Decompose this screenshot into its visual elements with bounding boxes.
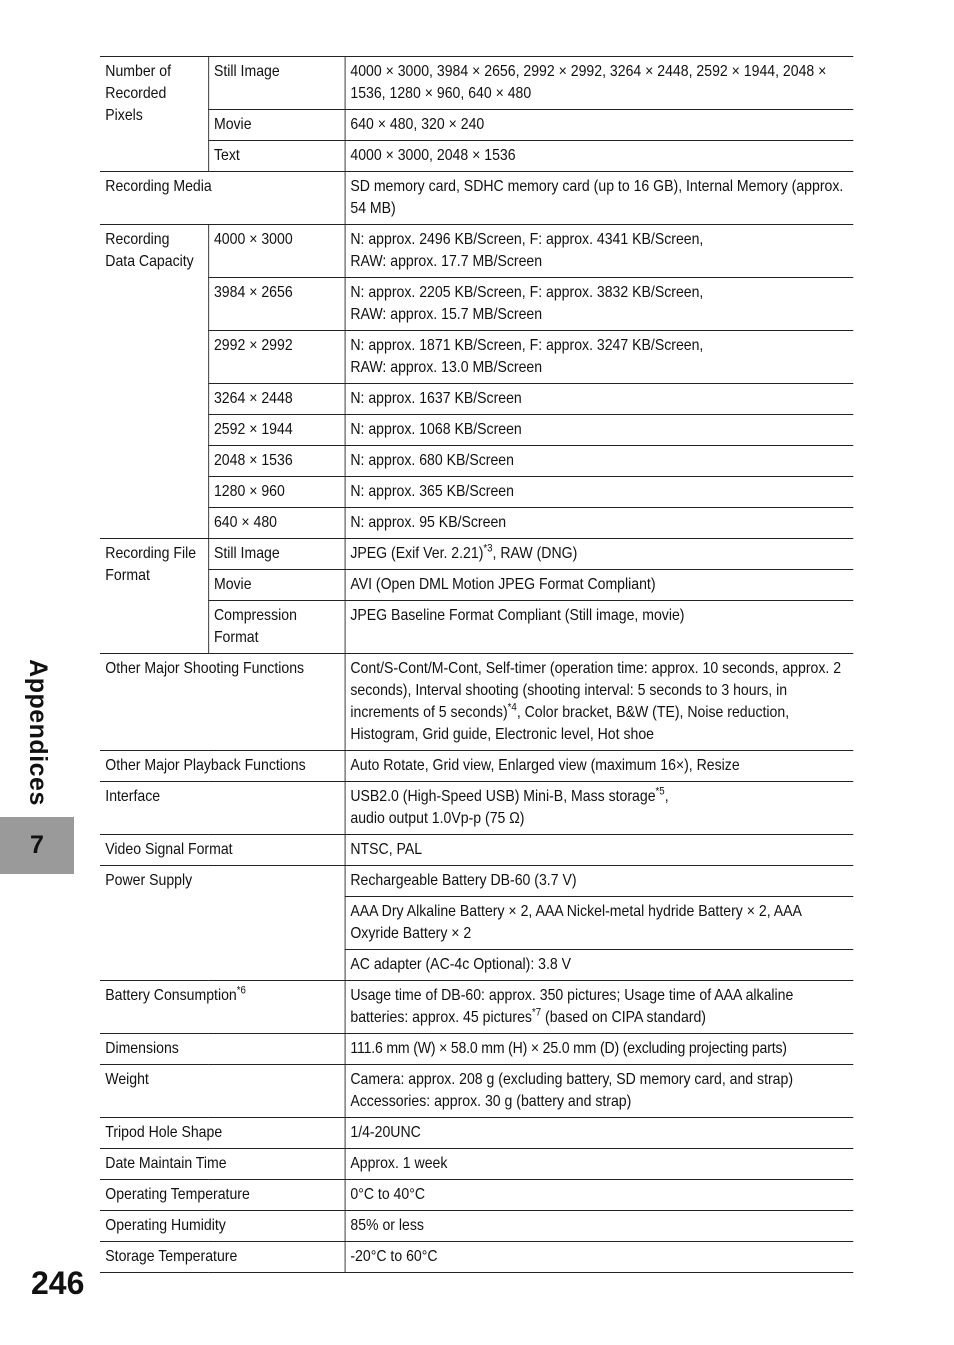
spec-value: -20°C to 60°C (345, 1242, 854, 1273)
spec-sublabel: Movie (208, 570, 344, 601)
table-row (100, 1180, 853, 1211)
value-line: Camera: approx. 208 g (excluding battery, SD memory card, and strap) (350, 1071, 794, 1088)
value-text: , Color bracket, B&W (TE), Noise reduction, Histogram, Grid guide, Electronic level, Hot shoe (350, 704, 790, 743)
spec-value (345, 981, 854, 1034)
value-text: Usage time of DB-60: approx. 350 pictures; Usage time of AAA alkaline batteries: approx. 45 pictures (350, 987, 794, 1026)
table-row (100, 570, 853, 601)
value-text: JPEG (Exif Ver. 2.21) (350, 545, 484, 562)
spec-label: Weight (100, 1065, 345, 1118)
spec-sublabel: Movie (208, 110, 344, 141)
spec-label: Other Major Shooting Functions (100, 654, 345, 751)
spec-value (345, 278, 854, 331)
value-line: N: approx. 1871 KB/Screen, F: approx. 3247 KB/Screen, (350, 337, 704, 354)
spec-label: Operating Temperature (100, 1180, 345, 1211)
footnote-ref: *3 (483, 542, 493, 555)
spec-sublabel: 3984 × 2656 (208, 278, 344, 331)
spec-label: Date Maintain Time (100, 1149, 345, 1180)
value-text: , (664, 788, 669, 805)
table-row (100, 57, 853, 110)
spec-value: 4000 × 3000, 2048 × 1536 (345, 141, 854, 172)
table-row (100, 1242, 853, 1273)
spec-value (345, 539, 854, 570)
table-row (100, 110, 853, 141)
value-line: N: approx. 2496 KB/Screen, F: approx. 4341 KB/Screen, (350, 231, 704, 248)
spec-value (345, 654, 854, 751)
spec-value: 111.6 mm (W) × 58.0 mm (H) × 25.0 mm (D) (excluding projecting parts) (345, 1034, 854, 1065)
spec-label: Interface (100, 782, 345, 835)
spec-label: Other Major Playback Functions (100, 751, 345, 782)
value-text: (based on CIPA standard) (541, 1009, 706, 1026)
table-row (100, 415, 853, 446)
value-text: , RAW (DNG) (492, 545, 578, 562)
spec-label: Video Signal Format (100, 835, 345, 866)
table-row (100, 1149, 853, 1180)
table-row (100, 278, 853, 331)
spec-value (345, 225, 854, 278)
table-row (100, 1118, 853, 1149)
spec-label: Storage Temperature (100, 1242, 345, 1273)
table-row (100, 866, 853, 897)
table-row (100, 508, 853, 539)
spec-label: Power Supply (100, 866, 345, 981)
spec-label: Dimensions (100, 1034, 345, 1065)
spec-value (345, 331, 854, 384)
spec-label (100, 981, 345, 1034)
spec-sublabel: Compression Format (208, 601, 344, 654)
spec-sublabel: Still Image (208, 57, 344, 110)
spec-value: SD memory card, SDHC memory card (up to 16 GB), Internal Memory (approx. 54 MB) (345, 172, 854, 225)
spec-value: NTSC, PAL (345, 835, 854, 866)
spec-value: AAA Dry Alkaline Battery × 2, AAA Nickel-metal hydride Battery × 2, AAA Oxyride Battery × 2 (345, 897, 854, 950)
spec-value: AVI (Open DML Motion JPEG Format Compliant) (345, 570, 854, 601)
footnote-ref: *5 (655, 785, 665, 798)
value-line: RAW: approx. 13.0 MB/Screen (350, 359, 543, 376)
footnote-ref: *4 (507, 701, 517, 714)
table-row (100, 384, 853, 415)
value-line: RAW: approx. 15.7 MB/Screen (350, 306, 543, 323)
spec-sublabel: 4000 × 3000 (208, 225, 344, 278)
spec-value: N: approx. 95 KB/Screen (345, 508, 854, 539)
spec-value: Auto Rotate, Grid view, Enlarged view (maximum 16×), Resize (345, 751, 854, 782)
table-row (100, 225, 853, 278)
section-tab-label: Appendices (23, 659, 52, 806)
spec-value: N: approx. 1637 KB/Screen (345, 384, 854, 415)
value-line: audio output 1.0Vp-p (75 Ω) (350, 810, 525, 827)
table-row (100, 141, 853, 172)
specifications-table (100, 56, 853, 1273)
spec-value: JPEG Baseline Format Compliant (Still image, movie) (345, 601, 854, 654)
table-row (100, 1065, 853, 1118)
spec-value: Approx. 1 week (345, 1149, 854, 1180)
spec-sublabel: 3264 × 2448 (208, 384, 344, 415)
table-row (100, 981, 853, 1034)
spec-label: Tripod Hole Shape (100, 1118, 345, 1149)
value-line: RAW: approx. 17.7 MB/Screen (350, 253, 543, 270)
spec-label: Operating Humidity (100, 1211, 345, 1242)
spec-sublabel: 640 × 480 (208, 508, 344, 539)
table-row (100, 1034, 853, 1065)
value-text: USB2.0 (High-Speed USB) Mini-B, Mass storage (350, 788, 656, 805)
spec-value: 85% or less (345, 1211, 854, 1242)
spec-value: Rechargeable Battery DB-60 (3.7 V) (345, 866, 854, 897)
table-row (100, 835, 853, 866)
spec-label: Recording File Format (100, 539, 208, 654)
spec-label: Number of Recorded Pixels (100, 57, 208, 172)
spec-sublabel: 2992 × 2992 (208, 331, 344, 384)
spec-value: 0°C to 40°C (345, 1180, 854, 1211)
footnote-ref: *7 (531, 1006, 542, 1019)
spec-sublabel: 1280 × 960 (208, 477, 344, 508)
spec-value: 4000 × 3000, 3984 × 2656, 2992 × 2992, 3264 × 2448, 2592 × 1944, 2048 × 1536, 1280 × 960, 640 × 480 (345, 57, 854, 110)
spec-value: AC adapter (AC-4c Optional): 3.8 V (345, 950, 854, 981)
table-row (100, 331, 853, 384)
spec-value (345, 1065, 854, 1118)
spec-sublabel: 2048 × 1536 (208, 446, 344, 477)
table-row (100, 1211, 853, 1242)
chapter-number-tab: 7 (0, 817, 74, 874)
table-row (100, 782, 853, 835)
label-text: Battery Consumption (105, 987, 237, 1004)
spec-value: 640 × 480, 320 × 240 (345, 110, 854, 141)
table-row (100, 539, 853, 570)
spec-value: N: approx. 680 KB/Screen (345, 446, 854, 477)
value-line: Accessories: approx. 30 g (battery and strap) (350, 1093, 632, 1110)
table-row (100, 172, 853, 225)
spec-sublabel: Still Image (208, 539, 344, 570)
spec-value: 1/4-20UNC (345, 1118, 854, 1149)
table-row (100, 446, 853, 477)
spec-sublabel: Text (208, 141, 344, 172)
footnote-ref: *6 (236, 984, 246, 997)
spec-label: Recording Media (100, 172, 345, 225)
table-row (100, 601, 853, 654)
spec-value: N: approx. 365 KB/Screen (345, 477, 854, 508)
table-row (100, 751, 853, 782)
spec-value: N: approx. 1068 KB/Screen (345, 415, 854, 446)
spec-sublabel: 2592 × 1944 (208, 415, 344, 446)
spec-value (345, 782, 854, 835)
value-line: N: approx. 2205 KB/Screen, F: approx. 3832 KB/Screen, (350, 284, 704, 301)
table-row (100, 654, 853, 751)
table-row (100, 477, 853, 508)
value-text: Cont/S-Cont/M-Cont, Self-timer (operation time: approx. 10 seconds, approx. 2 seconds), Interval shooting (shooting interval: 5 seconds to 3 hours, in increments of 5 seconds) (350, 660, 842, 721)
spec-label: Recording Data Capacity (100, 225, 208, 539)
page-number: 246 (31, 1265, 85, 1301)
section-tab (0, 655, 74, 810)
